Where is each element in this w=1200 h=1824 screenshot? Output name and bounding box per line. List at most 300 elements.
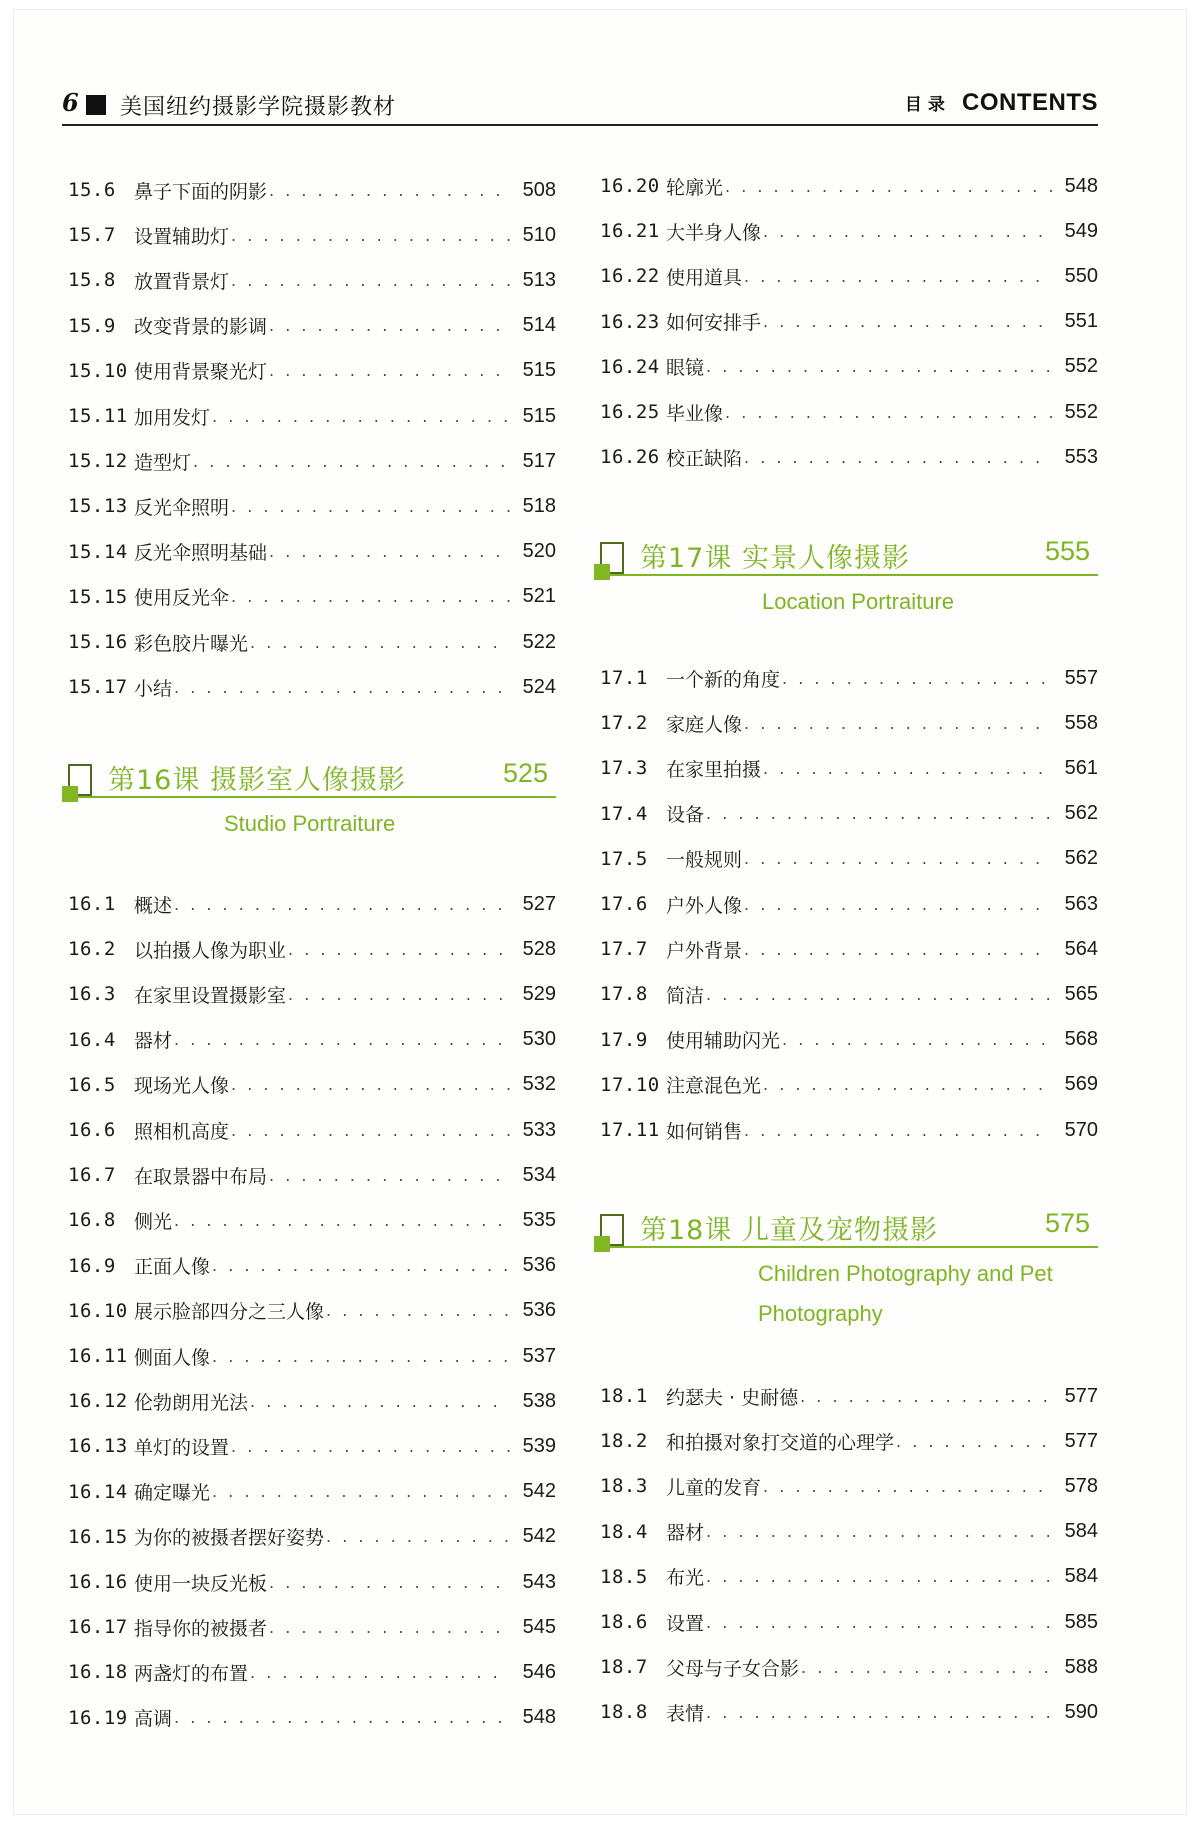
entry-number: 18.5	[600, 1565, 648, 1588]
toc-entry	[600, 1423, 1098, 1459]
entry-title: 照相机高度	[134, 1120, 230, 1143]
entry-page: 535	[522, 1208, 556, 1231]
entry-title: 和拍摄对象打交道的心理学	[666, 1431, 895, 1454]
toc-entry	[68, 624, 556, 660]
chapter-16-heading	[68, 758, 556, 848]
toc-entry	[68, 308, 556, 344]
dot-leader	[782, 1030, 1052, 1049]
dot-leader	[326, 1301, 510, 1320]
toc-entry	[68, 1338, 556, 1374]
dot-leader	[174, 895, 510, 914]
entry-number: 16.12	[68, 1390, 128, 1413]
toc-entry	[68, 1564, 556, 1600]
entry-number: 17.6	[600, 893, 648, 915]
entry-title: 侧光	[134, 1210, 173, 1233]
dot-leader	[231, 1121, 510, 1140]
dot-leader	[231, 1075, 510, 1094]
entry-title: 父母与子女合影	[666, 1657, 800, 1680]
entry-title: 伦勃朗用光法	[134, 1391, 249, 1414]
toc-entry	[600, 394, 1098, 430]
chapter-icon-square	[594, 564, 610, 580]
entry-number: 16.16	[68, 1571, 128, 1593]
dot-leader	[725, 403, 1052, 422]
dot-leader	[744, 895, 1052, 914]
entry-page: 527	[522, 892, 556, 915]
chapter-title: 第18课 儿童及宠物摄影	[640, 1215, 938, 1246]
dot-leader	[744, 267, 1052, 286]
entry-title: 现场光人像	[134, 1075, 230, 1098]
entry-page: 533	[522, 1118, 556, 1141]
dot-leader	[212, 1347, 510, 1366]
entry-number: 17.11	[600, 1119, 660, 1141]
dot-leader	[706, 1613, 1052, 1632]
entry-title: 注意混色光	[666, 1075, 762, 1098]
chapter-page: 575	[1044, 1208, 1090, 1238]
toc-entry	[600, 1378, 1098, 1414]
toc-entry	[600, 1468, 1098, 1504]
entry-number: 16.15	[68, 1525, 128, 1548]
toc-entry	[68, 1157, 556, 1193]
entry-page: 537	[522, 1344, 556, 1367]
entry-page: 551	[1064, 310, 1098, 333]
dot-leader	[744, 448, 1052, 467]
entry-title: 确定曝光	[134, 1482, 211, 1505]
entry-page: 532	[522, 1073, 556, 1096]
entry-title: 彩色胶片曝光	[134, 632, 249, 655]
dot-leader	[193, 452, 510, 471]
entry-title: 如何销售	[666, 1120, 743, 1143]
toc-entry	[68, 1519, 556, 1555]
entry-number: 16.20	[600, 175, 660, 197]
chapter-18-heading	[600, 1208, 1098, 1338]
entry-page: 514	[522, 314, 556, 337]
entry-number: 15.16	[68, 631, 128, 653]
entry-number: 18.1	[600, 1385, 648, 1407]
entry-number: 16.2	[68, 938, 116, 961]
entry-page: 549	[1064, 219, 1098, 242]
entry-title: 反光伞照明基础	[134, 542, 268, 565]
toc-entry	[68, 1700, 556, 1736]
dot-leader	[231, 226, 510, 245]
entry-page: 552	[1064, 355, 1098, 378]
entry-title: 两盏灯的布置	[134, 1662, 249, 1685]
toc-entry	[68, 1022, 556, 1058]
toc-entry	[600, 349, 1098, 385]
toc-entry	[68, 1248, 556, 1284]
entry-page: 552	[1064, 400, 1098, 423]
entry-title: 以拍摄人像为职业	[134, 939, 287, 962]
entry-number: 16.3	[68, 983, 116, 1006]
entry-page: 520	[522, 540, 556, 563]
entry-number: 16.23	[600, 310, 660, 333]
entry-page: 546	[522, 1660, 556, 1683]
dot-leader	[326, 1527, 510, 1546]
entry-title: 侧面人像	[134, 1346, 211, 1369]
entry-number: 17.5	[600, 847, 648, 870]
entry-page: 530	[522, 1028, 556, 1051]
entry-page: 538	[522, 1389, 556, 1412]
dot-leader	[231, 497, 510, 516]
entry-number: 17.4	[600, 802, 648, 825]
entry-number: 18.7	[600, 1656, 648, 1679]
entry-number: 16.7	[68, 1164, 116, 1187]
entry-number: 16.11	[68, 1345, 128, 1367]
dot-leader	[250, 1392, 510, 1411]
dot-leader	[725, 177, 1052, 196]
entry-page: 510	[522, 223, 556, 246]
entry-title: 加用发灯	[134, 406, 211, 429]
dot-leader	[763, 1477, 1052, 1496]
dot-leader	[706, 357, 1052, 376]
toc-entry	[68, 931, 556, 967]
entry-number: 15.9	[68, 314, 116, 337]
toc-entry	[600, 1067, 1098, 1103]
toc-entry	[600, 1604, 1098, 1640]
entry-title: 户外背景	[666, 939, 743, 962]
entry-number: 16.9	[68, 1254, 116, 1277]
entry-page: 542	[522, 1480, 556, 1503]
chapter-rule	[600, 1246, 1098, 1248]
entry-number: 16.24	[600, 355, 660, 378]
dot-leader	[174, 1211, 510, 1230]
toc-entry	[600, 1694, 1098, 1730]
toc-entry	[68, 398, 556, 434]
entry-page: 584	[1064, 1565, 1098, 1588]
toc-entry	[68, 1428, 556, 1464]
chapter-rule	[600, 574, 1098, 576]
entry-title: 眼镜	[666, 357, 705, 380]
entry-page: 515	[522, 404, 556, 427]
dot-leader	[800, 1387, 1052, 1406]
entry-title: 约瑟夫 · 史耐德	[666, 1386, 799, 1409]
entry-title: 如何安排手	[666, 312, 762, 335]
dot-leader	[763, 312, 1052, 331]
entry-number: 15.7	[68, 224, 116, 247]
dot-leader	[212, 1482, 510, 1501]
entry-number: 16.19	[68, 1706, 128, 1729]
entry-number: 15.8	[68, 269, 116, 292]
dot-leader	[269, 1618, 510, 1637]
entry-number: 15.6	[68, 179, 116, 201]
entry-title: 放置背景灯	[134, 270, 230, 293]
entry-number: 17.9	[600, 1028, 648, 1051]
toc-entry	[68, 1474, 556, 1510]
toc-entry	[68, 669, 556, 705]
toc-entry	[68, 1067, 556, 1103]
entry-page: 543	[522, 1570, 556, 1593]
dot-leader	[212, 1256, 510, 1275]
chapter-english-title-line1: Children Photography and Pet	[758, 1261, 1053, 1286]
toc-entry	[600, 168, 1098, 204]
entry-page: 517	[522, 449, 556, 472]
entry-number: 16.18	[68, 1661, 128, 1684]
toc-label-cn: 目录	[904, 95, 951, 115]
toc-entry	[68, 1609, 556, 1645]
entry-page: 518	[522, 494, 556, 517]
entry-page: 569	[1064, 1073, 1098, 1096]
entry-number: 16.6	[68, 1119, 116, 1141]
entry-number: 18.6	[600, 1611, 648, 1633]
entry-title: 毕业像	[666, 402, 724, 425]
toc-entry	[600, 660, 1098, 696]
toc-entry	[600, 841, 1098, 877]
dot-leader	[212, 407, 510, 426]
entry-title: 在家里设置摄影室	[134, 984, 287, 1007]
entry-title: 造型灯	[134, 451, 192, 474]
toc-entry	[68, 353, 556, 389]
entry-title: 户外人像	[666, 894, 743, 917]
toc-entry	[600, 1514, 1098, 1550]
entry-title: 为你的被摄者摆好姿势	[134, 1527, 325, 1550]
dot-leader	[706, 985, 1052, 1004]
chapter-page: 525	[502, 758, 548, 788]
entry-page: 565	[1064, 982, 1098, 1005]
toc-entry	[600, 976, 1098, 1012]
chapter-english-title: Studio Portraiture	[224, 811, 396, 836]
dot-leader	[706, 1567, 1052, 1586]
toc-entry	[600, 213, 1098, 249]
entry-number: 18.8	[600, 1701, 648, 1724]
entry-number: 17.1	[600, 667, 648, 689]
entry-title: 设备	[666, 804, 705, 827]
toc-entry	[68, 443, 556, 479]
dot-leader	[744, 849, 1052, 868]
entry-page: 529	[522, 982, 556, 1005]
chapter-title: 第16课 摄影室人像摄影	[108, 765, 406, 796]
entry-title: 表情	[666, 1702, 705, 1725]
entry-title: 使用辅助闪光	[666, 1030, 781, 1053]
entry-title: 儿童的发育	[666, 1476, 762, 1499]
dot-leader	[744, 940, 1052, 959]
dot-leader	[250, 633, 510, 652]
entry-number: 16.1	[68, 893, 116, 915]
entry-number: 15.17	[68, 676, 128, 699]
dot-leader	[288, 940, 510, 959]
toc-entry	[68, 1293, 556, 1329]
dot-leader	[250, 1663, 510, 1682]
entry-number: 16.21	[600, 220, 660, 243]
toc-entry	[600, 931, 1098, 967]
toc-entry	[68, 1383, 556, 1419]
entry-title: 简洁	[666, 984, 705, 1007]
entry-title: 设置辅助灯	[134, 225, 230, 248]
dot-leader	[782, 669, 1052, 688]
entry-page: 545	[522, 1615, 556, 1638]
toc-entry	[600, 796, 1098, 832]
entry-page: 588	[1064, 1655, 1098, 1678]
entry-title: 器材	[666, 1522, 705, 1545]
entry-page: 521	[522, 585, 556, 608]
entry-page: 590	[1064, 1700, 1098, 1723]
dot-leader	[174, 678, 510, 697]
entry-number: 16.4	[68, 1028, 116, 1051]
entry-title: 概述	[134, 894, 173, 917]
entry-number: 15.10	[68, 359, 128, 382]
entry-page: 524	[522, 675, 556, 698]
dot-leader	[763, 759, 1052, 778]
dot-leader	[269, 1166, 510, 1185]
page-number: 6	[62, 88, 79, 117]
entry-page: 563	[1064, 892, 1098, 915]
entry-page: 513	[522, 268, 556, 291]
entry-page: 578	[1064, 1474, 1098, 1497]
entry-number: 18.4	[600, 1520, 648, 1543]
book-title: 美国纽约摄影学院摄影教材	[120, 95, 397, 120]
toc-entry	[68, 886, 556, 922]
entry-page: 522	[522, 630, 556, 653]
dot-leader	[288, 985, 510, 1004]
entry-page: 568	[1064, 1028, 1098, 1051]
dot-leader	[801, 1658, 1052, 1677]
entry-page: 570	[1064, 1118, 1098, 1141]
toc-entry	[68, 534, 556, 570]
toc-column-right	[600, 0, 1098, 1824]
dot-leader	[174, 1030, 510, 1049]
entry-title: 正面人像	[134, 1256, 211, 1279]
entry-title: 使用道具	[666, 266, 743, 289]
entry-number: 17.3	[600, 757, 648, 780]
entry-number: 16.5	[68, 1073, 116, 1096]
chapter-icon-square	[62, 786, 78, 802]
chapter-17-heading	[600, 536, 1098, 626]
entry-number: 15.12	[68, 450, 128, 473]
chapter-english-title: Location Portraiture	[762, 589, 954, 614]
entry-number: 18.3	[600, 1475, 648, 1498]
entry-title: 一般规则	[666, 849, 743, 872]
entry-page: 553	[1064, 445, 1098, 468]
chapter-english-title-line2: Photography	[758, 1301, 883, 1326]
entry-number: 18.2	[600, 1430, 648, 1453]
entry-page: 536	[522, 1299, 556, 1322]
entry-title: 使用一块反光板	[134, 1572, 268, 1595]
entry-number: 16.14	[68, 1480, 128, 1503]
entry-title: 大半身人像	[666, 221, 762, 244]
toc-entry	[600, 705, 1098, 741]
entry-title: 在家里拍摄	[666, 758, 762, 781]
entry-page: 536	[522, 1254, 556, 1277]
entry-page: 550	[1064, 264, 1098, 287]
dot-leader	[174, 1708, 510, 1727]
entry-title: 一个新的角度	[666, 668, 781, 691]
entry-page: 564	[1064, 937, 1098, 960]
entry-title: 轮廓光	[666, 176, 724, 199]
dot-leader	[896, 1432, 1052, 1451]
chapter-icon-square	[594, 1236, 610, 1252]
entry-page: 515	[522, 359, 556, 382]
entry-page: 534	[522, 1163, 556, 1186]
toc-entry	[68, 579, 556, 615]
toc-entry	[600, 258, 1098, 294]
entry-number: 17.7	[600, 938, 648, 961]
dot-leader	[269, 181, 510, 200]
entry-number: 15.14	[68, 540, 128, 563]
dot-leader	[744, 714, 1052, 733]
entry-number: 16.26	[600, 446, 660, 469]
toc-entry	[68, 976, 556, 1012]
entry-title: 布光	[666, 1567, 705, 1590]
entry-title: 鼻子下面的阴影	[134, 180, 268, 203]
toc-entry	[600, 750, 1098, 786]
entry-page: 577	[1064, 1429, 1098, 1452]
toc-entry	[600, 1112, 1098, 1148]
entry-page: 562	[1064, 847, 1098, 870]
entry-page: 557	[1064, 666, 1098, 689]
entry-title: 高调	[134, 1708, 173, 1731]
toc-entry	[68, 1202, 556, 1238]
entry-number: 17.2	[600, 712, 648, 735]
entry-page: 558	[1064, 711, 1098, 734]
entry-number: 16.10	[68, 1299, 128, 1322]
toc-label-en: CONTENTS	[962, 89, 1098, 116]
entry-page: 528	[522, 937, 556, 960]
entry-number: 16.22	[600, 265, 660, 288]
toc-entry	[68, 262, 556, 298]
toc-entry	[600, 886, 1098, 922]
entry-page: 508	[522, 178, 556, 201]
entry-number: 17.8	[600, 983, 648, 1006]
entry-number: 16.8	[68, 1209, 116, 1232]
entry-number: 16.17	[68, 1616, 128, 1639]
chapter-page: 555	[1044, 536, 1090, 566]
toc-entry	[600, 1559, 1098, 1595]
entry-number: 16.13	[68, 1435, 128, 1458]
dot-leader	[763, 222, 1052, 241]
entry-title: 反光伞照明	[134, 496, 230, 519]
entry-page: 577	[1064, 1384, 1098, 1407]
entry-title: 在取景器中布局	[134, 1165, 268, 1188]
entry-title: 使用反光伞	[134, 587, 230, 610]
dot-leader	[231, 271, 510, 290]
dot-leader	[706, 804, 1052, 823]
dot-leader	[231, 1437, 510, 1456]
entry-title: 展示脸部四分之三人像	[134, 1301, 325, 1324]
entry-page: 562	[1064, 802, 1098, 825]
chapter-rule	[68, 796, 556, 798]
toc-entry	[68, 172, 556, 208]
entry-number: 15.11	[68, 405, 128, 427]
entry-page: 548	[1064, 174, 1098, 197]
entry-title: 小结	[134, 677, 173, 700]
entry-title: 指导你的被摄者	[134, 1617, 268, 1640]
dot-leader	[269, 361, 510, 380]
entry-number: 15.13	[68, 495, 128, 518]
entry-title: 单灯的设置	[134, 1436, 230, 1459]
entry-page: 548	[522, 1706, 556, 1729]
entry-page: 561	[1064, 756, 1098, 779]
toc-entry	[600, 1649, 1098, 1685]
dot-leader	[763, 1075, 1052, 1094]
toc-column-left	[68, 0, 556, 1824]
entry-title: 器材	[134, 1030, 173, 1053]
toc-entry	[68, 1654, 556, 1690]
dot-leader	[269, 542, 510, 561]
dot-leader	[744, 1121, 1052, 1140]
entry-page: 584	[1064, 1520, 1098, 1543]
entry-number: 15.15	[68, 585, 128, 608]
dot-leader	[706, 1703, 1052, 1722]
toc-entry	[600, 439, 1098, 475]
toc-entry	[600, 1022, 1098, 1058]
dot-leader	[231, 587, 510, 606]
entry-page: 542	[522, 1525, 556, 1548]
entry-page: 539	[522, 1434, 556, 1457]
toc-entry	[68, 488, 556, 524]
dot-leader	[269, 316, 510, 335]
entry-title: 使用背景聚光灯	[134, 361, 268, 384]
entry-number: 17.10	[600, 1073, 660, 1096]
dot-leader	[269, 1573, 510, 1592]
entry-number: 16.25	[600, 401, 660, 423]
